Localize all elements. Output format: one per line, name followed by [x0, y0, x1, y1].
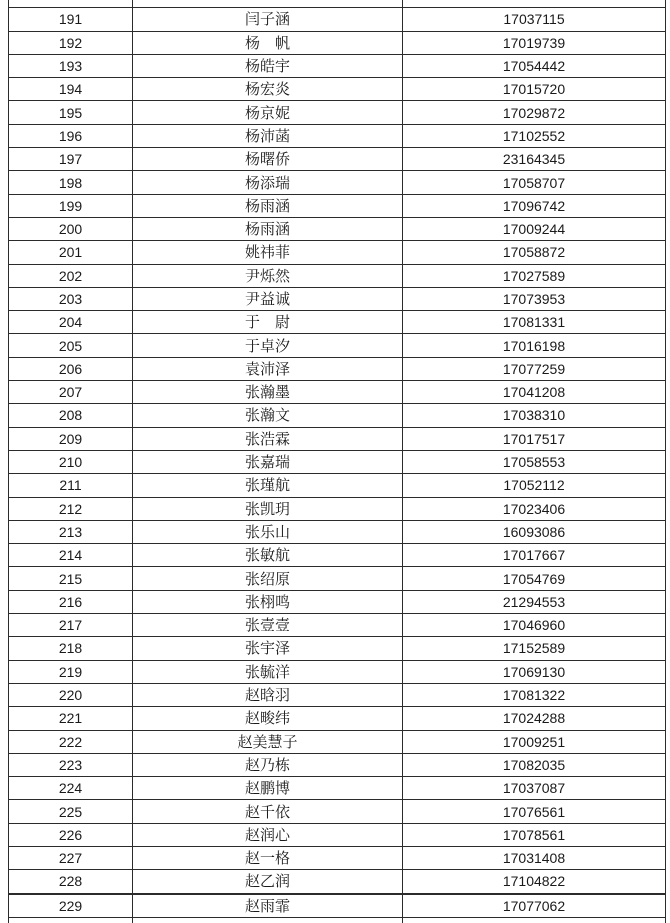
table-row: [9, 753, 666, 776]
table-row: [9, 311, 666, 334]
row-number-cell: 201: [9, 241, 133, 264]
student-name-cell: 张壹壹: [133, 614, 403, 637]
table-row: [9, 567, 666, 590]
student-name-cell: 杨京妮: [133, 101, 403, 124]
row-number-cell: 197: [9, 148, 133, 171]
student-name-cell: [133, 917, 403, 923]
student-id-cell: 17037087: [403, 777, 666, 800]
table-row: [9, 0, 666, 8]
student-id-cell: 17058553: [403, 450, 666, 473]
row-number-cell: 206: [9, 357, 133, 380]
table-row: [9, 917, 666, 923]
table-row: [9, 450, 666, 473]
student-name-cell: 张凯玥: [133, 497, 403, 520]
student-name-cell: 赵乙润: [133, 870, 403, 894]
row-number-cell: 229: [9, 894, 133, 918]
student-id-cell: 17082035: [403, 753, 666, 776]
student-id-cell: 17038310: [403, 404, 666, 427]
student-name-cell: 赵千依: [133, 800, 403, 823]
student-id-cell: 17054442: [403, 54, 666, 77]
row-number-cell: 217: [9, 614, 133, 637]
table-row: [9, 241, 666, 264]
row-number-cell: 205: [9, 334, 133, 357]
student-name-cell: 张嘉瑞: [133, 450, 403, 473]
table-row: [9, 683, 666, 706]
student-name-cell: 尹益诚: [133, 287, 403, 310]
student-name-cell: 杨曙侨: [133, 148, 403, 171]
student-roster-table: [8, 0, 666, 923]
student-id-cell: 17096742: [403, 194, 666, 217]
table-row: [9, 381, 666, 404]
table-row: [9, 148, 666, 171]
row-number-cell: [9, 917, 133, 923]
row-number-cell: 223: [9, 753, 133, 776]
table-row: [9, 823, 666, 846]
student-id-cell: 17069130: [403, 660, 666, 683]
table-row: [9, 474, 666, 497]
student-name-cell: 闫子涵: [133, 8, 403, 31]
table-row: [9, 334, 666, 357]
student-name-cell: 张宇泽: [133, 637, 403, 660]
table-row: [9, 124, 666, 147]
table-row: [9, 660, 666, 683]
student-id-cell: 17017667: [403, 544, 666, 567]
table-row: [9, 217, 666, 240]
student-name-cell: 杨 帆: [133, 31, 403, 54]
student-name-cell: 张敏航: [133, 544, 403, 567]
row-number-cell: 222: [9, 730, 133, 753]
student-name-cell: 赵美慧子: [133, 730, 403, 753]
table-row: [9, 777, 666, 800]
row-number-cell: 213: [9, 520, 133, 543]
row-number-cell: [9, 0, 133, 8]
student-name-cell: 杨添瑞: [133, 171, 403, 194]
student-id-cell: 17046960: [403, 614, 666, 637]
row-number-cell: 198: [9, 171, 133, 194]
row-number-cell: 220: [9, 683, 133, 706]
student-name-cell: 张乐山: [133, 520, 403, 543]
student-id-cell: 16093086: [403, 520, 666, 543]
row-number-cell: 212: [9, 497, 133, 520]
row-number-cell: 207: [9, 381, 133, 404]
table-row: [9, 101, 666, 124]
student-name-cell: 杨宏炎: [133, 78, 403, 101]
table-row: [9, 404, 666, 427]
table-row: [9, 730, 666, 753]
row-number-cell: 192: [9, 31, 133, 54]
table-row: [9, 544, 666, 567]
table-row: [9, 707, 666, 730]
student-id-cell: 17081331: [403, 311, 666, 334]
student-id-cell: 23164345: [403, 148, 666, 171]
student-name-cell: 赵润心: [133, 823, 403, 846]
table-row: [9, 870, 666, 894]
row-number-cell: 196: [9, 124, 133, 147]
table-row: [9, 78, 666, 101]
student-id-cell: 17102552: [403, 124, 666, 147]
student-id-cell: 17031408: [403, 846, 666, 869]
row-number-cell: 218: [9, 637, 133, 660]
student-id-cell: 17076561: [403, 800, 666, 823]
student-name-cell: 尹烁然: [133, 264, 403, 287]
row-number-cell: 216: [9, 590, 133, 613]
table-row: [9, 497, 666, 520]
student-id-cell: [403, 917, 666, 923]
row-number-cell: 191: [9, 8, 133, 31]
student-id-cell: 17073953: [403, 287, 666, 310]
row-number-cell: 214: [9, 544, 133, 567]
row-number-cell: 219: [9, 660, 133, 683]
student-id-cell: 17052112: [403, 474, 666, 497]
row-number-cell: 228: [9, 870, 133, 894]
student-id-cell: 17152589: [403, 637, 666, 660]
student-id-cell: 17024288: [403, 707, 666, 730]
row-number-cell: 211: [9, 474, 133, 497]
student-id-cell: [403, 0, 666, 8]
student-name-cell: 张瀚墨: [133, 381, 403, 404]
student-id-cell: 17077062: [403, 894, 666, 918]
student-id-cell: 17027589: [403, 264, 666, 287]
table-row: [9, 637, 666, 660]
student-id-cell: 17015720: [403, 78, 666, 101]
student-id-cell: 17054769: [403, 567, 666, 590]
student-name-cell: 张绍原: [133, 567, 403, 590]
table-row: [9, 357, 666, 380]
student-id-cell: 17041208: [403, 381, 666, 404]
student-id-cell: 17019739: [403, 31, 666, 54]
student-name-cell: 于卓汐: [133, 334, 403, 357]
row-number-cell: 195: [9, 101, 133, 124]
row-number-cell: 225: [9, 800, 133, 823]
student-name-cell: 张瑾航: [133, 474, 403, 497]
table-row: [9, 264, 666, 287]
student-id-cell: 17009244: [403, 217, 666, 240]
student-name-cell: 杨沛菡: [133, 124, 403, 147]
student-id-cell: 17058872: [403, 241, 666, 264]
student-name-cell: 张瀚文: [133, 404, 403, 427]
row-number-cell: 208: [9, 404, 133, 427]
row-number-cell: 193: [9, 54, 133, 77]
row-number-cell: 224: [9, 777, 133, 800]
student-id-cell: 17009251: [403, 730, 666, 753]
student-id-cell: 17023406: [403, 497, 666, 520]
student-name-cell: 姚祎菲: [133, 241, 403, 264]
table-row: [9, 31, 666, 54]
row-number-cell: 210: [9, 450, 133, 473]
row-number-cell: 221: [9, 707, 133, 730]
student-name-cell: 袁沛泽: [133, 357, 403, 380]
student-id-cell: 17016198: [403, 334, 666, 357]
student-name-cell: 赵乃栋: [133, 753, 403, 776]
student-name-cell: 赵晗羽: [133, 683, 403, 706]
row-number-cell: 215: [9, 567, 133, 590]
student-name-cell: 杨皓宇: [133, 54, 403, 77]
student-name-cell: 于 尉: [133, 311, 403, 334]
student-id-cell: 17078561: [403, 823, 666, 846]
student-name-cell: 张毓洋: [133, 660, 403, 683]
row-number-cell: 199: [9, 194, 133, 217]
table-row: [9, 846, 666, 869]
student-name-cell: 赵畯纬: [133, 707, 403, 730]
table-row: [9, 894, 666, 918]
row-number-cell: 204: [9, 311, 133, 334]
student-id-cell: 17081322: [403, 683, 666, 706]
table-row: [9, 520, 666, 543]
student-id-cell: 17077259: [403, 357, 666, 380]
student-name-cell: 张栩鸣: [133, 590, 403, 613]
student-name-cell: 杨雨涵: [133, 217, 403, 240]
roster-body: [9, 0, 666, 923]
row-number-cell: 203: [9, 287, 133, 310]
student-name-cell: 张浩霖: [133, 427, 403, 450]
student-name-cell: 杨雨涵: [133, 194, 403, 217]
table-row: [9, 8, 666, 31]
row-number-cell: 200: [9, 217, 133, 240]
student-id-cell: 17104822: [403, 870, 666, 894]
table-row: [9, 171, 666, 194]
student-id-cell: 17058707: [403, 171, 666, 194]
student-id-cell: 21294553: [403, 590, 666, 613]
table-row: [9, 194, 666, 217]
table-row: [9, 287, 666, 310]
student-name-cell: 赵雨霏: [133, 894, 403, 918]
student-id-cell: 17037115: [403, 8, 666, 31]
student-name-cell: 赵一格: [133, 846, 403, 869]
row-number-cell: 226: [9, 823, 133, 846]
student-id-cell: 17029872: [403, 101, 666, 124]
table-row: [9, 614, 666, 637]
row-number-cell: 194: [9, 78, 133, 101]
row-number-cell: 202: [9, 264, 133, 287]
row-number-cell: 209: [9, 427, 133, 450]
student-name-cell: [133, 0, 403, 8]
student-id-cell: 17017517: [403, 427, 666, 450]
student-name-cell: 赵鹏博: [133, 777, 403, 800]
table-row: [9, 590, 666, 613]
table-row: [9, 427, 666, 450]
row-number-cell: 227: [9, 846, 133, 869]
table-row: [9, 800, 666, 823]
table-row: [9, 54, 666, 77]
